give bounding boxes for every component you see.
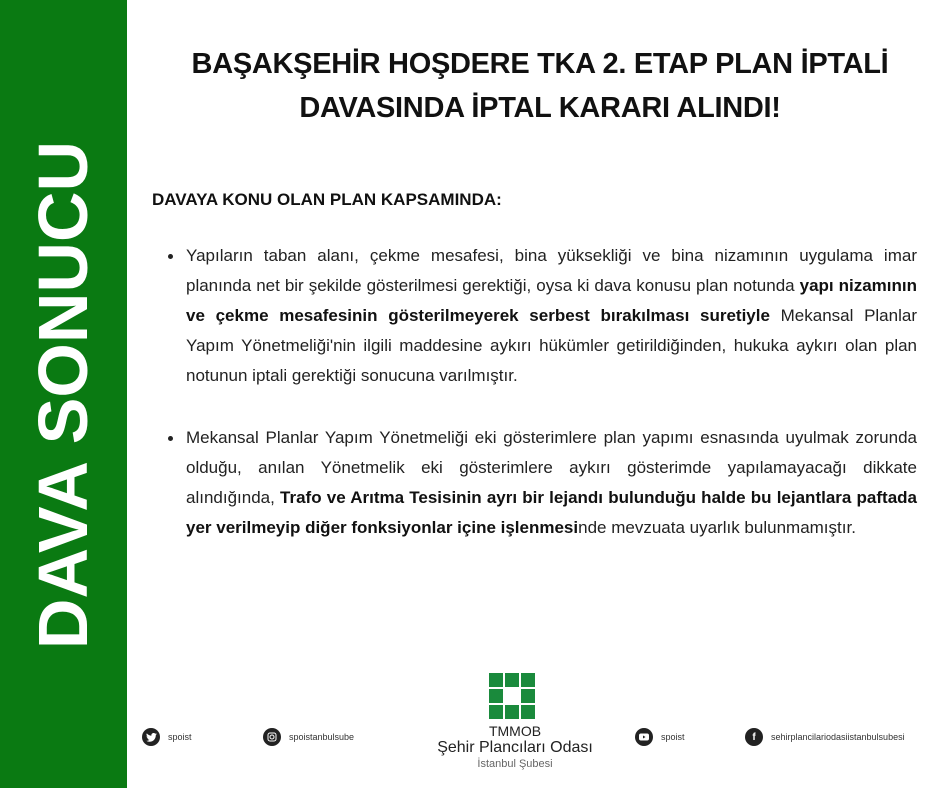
bullet-list bbox=[160, 241, 917, 575]
list-item bbox=[160, 241, 917, 391]
social-facebook[interactable] bbox=[745, 728, 905, 746]
list-item bbox=[160, 423, 917, 543]
org-line-2: Şehir Plancıları Odası bbox=[437, 739, 593, 756]
sidebar-banner bbox=[0, 0, 127, 788]
sidebar-label: DAVA SONUCU bbox=[24, 140, 102, 650]
title-line-1: BAŞAKŞEHİR HOŞDERE TKA 2. ETAP PLAN İPTALİ bbox=[191, 48, 889, 80]
bullet-icon bbox=[168, 254, 173, 259]
facebook-handle: sehirplancilariodasiistanbulsubesi bbox=[771, 732, 905, 742]
social-instagram[interactable] bbox=[263, 728, 354, 746]
bullet-icon bbox=[168, 436, 173, 441]
bullet-text: Mekansal Planlar Yapım Yönetmeliği eki gösterimlere plan yapımı esnasında uyulmak zorunda olduğu, anılan Yönetmelik eki gösterimlere aykırı gösterimde yapılamayacağı dikkate alındığında, bbox=[186, 428, 917, 507]
page-title bbox=[140, 42, 940, 130]
instagram-handle: spoistanbulsube bbox=[289, 732, 355, 742]
title-line-2: DAVASINDA İPTAL KARARI ALINDI! bbox=[299, 92, 781, 124]
section-heading: DAVAYA KONU OLAN PLAN KAPSAMINDA: bbox=[152, 190, 502, 209]
tmmob-logo bbox=[489, 673, 535, 719]
bullet-bold-text: yapı nizamının ve çekme mesafesinin gösterilmeyerek serbest bırakılması suretiyle bbox=[186, 276, 918, 325]
twitter-icon bbox=[142, 728, 160, 746]
org-line-3: İstanbul Şubesi bbox=[477, 758, 553, 770]
social-youtube[interactable] bbox=[635, 728, 685, 746]
youtube-icon bbox=[635, 728, 653, 746]
youtube-handle: spoist bbox=[661, 732, 685, 742]
bullet-text: Mekansal Planlar Yapım Yönetmeliği'nin ilgili maddesine aykırı hükümler getirildiğinden, hukuka aykırı olan plan notunun iptali gerektiği sonucuna varılmıştır. bbox=[186, 306, 917, 385]
org-line-1: TMMOB bbox=[488, 723, 542, 739]
twitter-handle: spoist bbox=[168, 732, 192, 742]
org-name bbox=[420, 724, 610, 771]
social-twitter[interactable] bbox=[142, 728, 192, 746]
instagram-icon bbox=[263, 728, 281, 746]
bullet-text: nde mevzuata uyarlık bulunmamıştır. bbox=[578, 518, 856, 537]
bullet-bold-text: Trafo ve Arıtma Tesisinin ayrı bir lejandı bulunduğu halde bu lejantlara paftada yer verilmeyip diğer fonksiyonlar içine işlenmesi bbox=[186, 488, 917, 537]
facebook-icon: f bbox=[745, 728, 763, 746]
bullet-text: Yapıların taban alanı, çekme mesafesi, bina yüksekliği ve bina nizamının uygulama imar planında net bir şekilde gösterilmesi gerektiği, oysa ki dava konusu plan notunda bbox=[186, 246, 917, 295]
